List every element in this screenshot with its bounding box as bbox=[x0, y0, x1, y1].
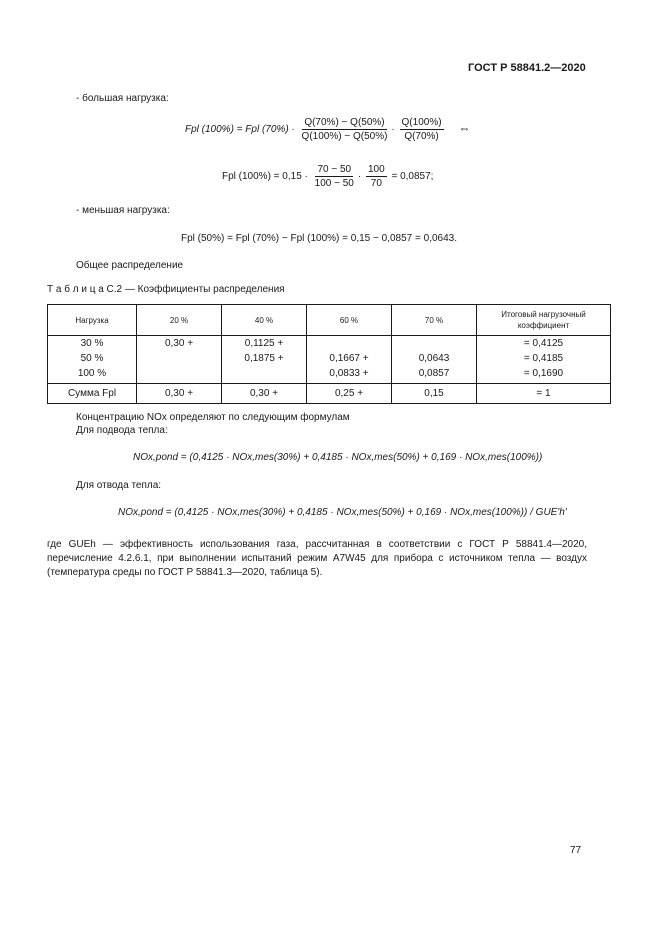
sum-20: 0,30 + bbox=[137, 384, 222, 404]
formula-1-lhs: Fpl (100%) = Fpl (70%) · bbox=[185, 124, 295, 136]
heat-removal-label: Для отвода тепла: bbox=[76, 480, 162, 491]
cell-value: = 0,4125 bbox=[523, 338, 564, 349]
formula-1-fraction-b bbox=[400, 117, 444, 142]
cell-value: 0,1667 + bbox=[329, 353, 369, 364]
table-cell-60 bbox=[307, 336, 392, 384]
heat-supply-label: Для подвода тепла: bbox=[76, 425, 168, 436]
table-header-row bbox=[48, 305, 611, 336]
table-header-cell: 60 % bbox=[307, 305, 392, 336]
formula-1-num-a: Q(70%) − Q(50%) bbox=[304, 117, 385, 128]
footnote-paragraph: где GUEh — эффективность использования газа, рассчитанная в соответствии с ГОСТ Р 58841.4—2020, перечисление 4.2.6.1, при выполнении испытаний режим A7W45 для прибора с источником тепла — воздух (температура среды по ГОСТ Р 58841.3—2020, таблица 5). bbox=[47, 539, 587, 578]
cell-value: 0,1875 + bbox=[244, 353, 284, 364]
formula-1-den-a: Q(100%) − Q(50%) bbox=[301, 131, 388, 142]
cell-value: 30 % bbox=[80, 338, 104, 349]
table-cell-20 bbox=[137, 336, 222, 384]
formula-2-num-b: 100 bbox=[367, 164, 385, 175]
formula-high-load: Fpl (100%) = Fpl (70%) · $\frac{Q(70\%) - Q(50\%)}{Q(100\%) - Q(50\%)}$ · $\frac{Q(100\%)}{Q(70\%)}$ ⇔ bbox=[185, 117, 471, 142]
formula-2-lhs: Fpl (100%) = 0,15 · bbox=[222, 171, 308, 183]
equivalence-arrow-icon: ⇔ bbox=[458, 121, 471, 136]
table-header-cell: 20 % bbox=[137, 305, 222, 336]
cell-value bbox=[307, 336, 391, 351]
table-cell-70 bbox=[392, 336, 477, 384]
formula-2-rhs: = 0,0857; bbox=[391, 171, 434, 183]
cell-value: 50 % bbox=[80, 353, 104, 364]
formula-2-fraction-a bbox=[313, 164, 356, 189]
cell-value: 0,1125 + bbox=[244, 338, 284, 349]
general-distribution-label: Общее распределение bbox=[76, 260, 184, 271]
formula-1-den-b: Q(70%) bbox=[404, 131, 439, 142]
cell-value: 0,0643 bbox=[418, 353, 450, 364]
formula-low-load: Fpl (50%) = Fpl (70%) − Fpl (100%) = 0,15 − 0,0857 = 0,0643. bbox=[181, 233, 457, 244]
table-sum-row bbox=[48, 384, 611, 404]
page-number: 77 bbox=[570, 845, 582, 856]
low-load-label: - меньшая нагрузка: bbox=[76, 205, 170, 216]
table-header-cell: Итоговый нагрузочный коэффициент bbox=[477, 305, 611, 336]
table-cell-40 bbox=[222, 336, 307, 384]
table-caption: Т а б л и ц а С.2 — Коэффициенты распределения bbox=[47, 284, 285, 295]
formula-nox-heat-supply: NOx,pond = (0,4125 · NOx,mes(30%) + 0,4185 · NOx,mes(50%) + 0,169 · NOx,mes(100%)) bbox=[133, 452, 543, 463]
table-header-cell: Нагрузка bbox=[48, 305, 137, 336]
cell-value: 0,0857 bbox=[418, 368, 450, 379]
cell-value: 100 % bbox=[77, 368, 107, 379]
document-code: ГОСТ Р 58841.2—2020 bbox=[468, 62, 586, 74]
formula-high-load-value: Fpl (100%) = 0,15 · $\frac{70 - 50}{100 - 50}$ · $\frac{100}{70}$ = 0,0857; bbox=[222, 164, 434, 189]
formula-2-fraction-b bbox=[366, 164, 387, 189]
formula-1-num-b: Q(100%) bbox=[401, 117, 442, 128]
cell-value: 0,30 + bbox=[164, 338, 194, 349]
formula-2-den-b: 70 bbox=[370, 178, 382, 189]
sum-total: = 1 bbox=[477, 384, 611, 404]
table-row bbox=[48, 336, 611, 384]
coefficients-table bbox=[47, 304, 611, 404]
nox-intro: Концентрацию NOx определяют по следующим формулам bbox=[76, 412, 350, 423]
cell-value: 0,0833 + bbox=[329, 368, 369, 379]
table-header-cell: 70 % bbox=[392, 305, 477, 336]
cell-value bbox=[392, 336, 476, 351]
sum-40: 0,30 + bbox=[222, 384, 307, 404]
table-cell-total bbox=[477, 336, 611, 384]
high-load-label: - большая нагрузка: bbox=[76, 93, 169, 104]
table-cell-load bbox=[48, 336, 137, 384]
cell-value: = 0,4185 bbox=[523, 353, 564, 364]
sum-70: 0,15 bbox=[392, 384, 477, 404]
formula-1-fraction-a bbox=[300, 117, 390, 142]
cell-value: = 0,1690 bbox=[523, 368, 564, 379]
formula-2-den-a: 100 − 50 bbox=[314, 178, 354, 189]
table-header-cell: 40 % bbox=[222, 305, 307, 336]
sum-60: 0,25 + bbox=[307, 384, 392, 404]
formula-2-num-a: 70 − 50 bbox=[317, 164, 352, 175]
sum-label: Сумма Fpl bbox=[48, 384, 137, 404]
formula-nox-heat-removal: NOx,pond = (0,4125 · NOx,mes(30%) + 0,4185 · NOx,mes(50%) + 0,169 · NOx,mes(100%)) / GUE'h' bbox=[118, 507, 567, 518]
